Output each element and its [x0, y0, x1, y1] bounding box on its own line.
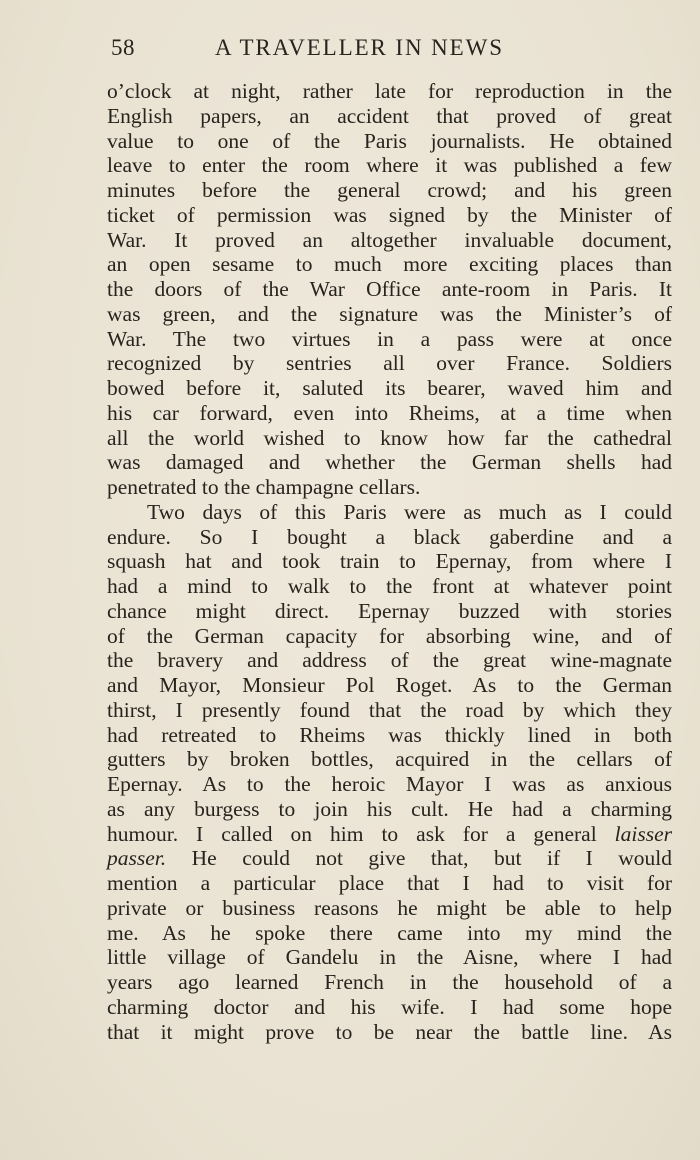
- text-line-content: bowed before it, saluted its bearer, waved him and: [107, 376, 672, 400]
- text-line-content: private or business reasons he might be able to help: [107, 895, 672, 920]
- text-line: [107, 797, 672, 822]
- text-line: [107, 252, 672, 277]
- text-line: [107, 178, 672, 203]
- text-line: [107, 302, 672, 327]
- text-line-content: gutters by broken bottles, acquired in the cellars of: [107, 747, 672, 772]
- text-line-content: was damaged and whether the German shells had: [107, 450, 672, 475]
- text-line-content: of the German capacity for absorbing wine, and of: [107, 623, 672, 648]
- text-line: [107, 995, 672, 1020]
- text-line: [107, 500, 672, 525]
- text-line-content: the bravery and address of the great wine-magnate: [107, 648, 672, 673]
- text-line-content: me. As he spoke there came into my mind the: [107, 920, 672, 945]
- text-line: [107, 846, 672, 871]
- text-line-content: had a mind to walk to the front at whatever point: [107, 574, 672, 598]
- text-line: [107, 104, 672, 129]
- text-line: [107, 921, 672, 946]
- text-line-content: was green, and the signature was the Minister’s of: [107, 301, 672, 326]
- italic-phrase: passer.: [107, 846, 167, 871]
- text-line-content: little village of Gandelu in the Aisne, where I had: [107, 945, 672, 970]
- text-line: [107, 747, 672, 772]
- text-line-content: War. The two virtues in a pass were at once: [107, 326, 672, 351]
- text-line: [107, 79, 672, 104]
- text-line: [107, 401, 672, 426]
- text-line-content: humour. I called on him to ask for a general: [107, 821, 597, 846]
- text-line-content: his car forward, even into Rheims, at a time when: [107, 400, 672, 425]
- text-line: [107, 673, 672, 698]
- text-line: [107, 475, 672, 500]
- text-line-content: recognized by sentries all over France. Soldiers: [107, 351, 672, 376]
- text-line: [107, 945, 672, 970]
- text-line: [107, 153, 672, 178]
- text-line: [107, 376, 672, 401]
- text-line-content: chance might direct. Epernay buzzed with stories: [107, 598, 672, 623]
- italic-phrase: laisser: [614, 821, 673, 846]
- text-line: [107, 549, 672, 574]
- text-line: [107, 599, 672, 624]
- page-header: [111, 33, 671, 65]
- text-line-content: penetrated to the champagne cellars.: [107, 475, 421, 499]
- text-line: [107, 129, 672, 154]
- text-line: [107, 525, 672, 550]
- text-line-content: as any burgess to join his cult. He had a charming: [107, 796, 672, 821]
- text-line: [107, 970, 672, 995]
- running-head: A TRAVELLER IN NEWS: [215, 35, 504, 60]
- text-line-content: endure. So I bought a black gaberdine and a: [107, 524, 672, 549]
- text-line-content: had retreated to Rheims was thickly lined in both: [107, 722, 672, 747]
- text-line-content: mention a particular place that I had to visit for: [107, 871, 672, 895]
- text-line: [107, 822, 672, 847]
- text-line-content: and Mayor, Monsieur Pol Roget. As to the German: [107, 673, 672, 697]
- text-line-content: the doors of the War Office ante-room in Paris. It: [107, 277, 672, 301]
- text-line: [107, 896, 672, 921]
- page-number: 58: [111, 35, 135, 60]
- text-line: [107, 426, 672, 451]
- text-line: [107, 574, 672, 599]
- text-line: [107, 698, 672, 723]
- text-line: [107, 351, 672, 376]
- text-line-content: years ago learned French in the household of a: [107, 970, 672, 994]
- text-line-content: leave to enter the room where it was published a few: [107, 153, 672, 178]
- text-line: [107, 624, 672, 649]
- text-line-content: o’clock at night, rather late for reproduction in the: [107, 79, 672, 103]
- text-line: [107, 203, 672, 228]
- text-line: [107, 723, 672, 748]
- text-line: [107, 228, 672, 253]
- text-line-content: thirst, I presently found that the road by which they: [107, 697, 672, 722]
- text-line-content: English papers, an accident that proved of great: [107, 103, 672, 128]
- text-line: [107, 1020, 672, 1045]
- text-line: [107, 772, 672, 797]
- text-line-content: that it might prove to be near the battle line. As: [107, 1019, 672, 1044]
- text-line: [107, 450, 672, 475]
- text-line-content: minutes before the general crowd; and his green: [107, 178, 672, 202]
- text-line-content: War. It proved an altogether invaluable document,: [107, 227, 672, 252]
- text-line: [107, 277, 672, 302]
- text-line-content: ticket of permission was signed by the Minister of: [107, 202, 672, 227]
- text-line-content: an open sesame to much more exciting places than: [107, 252, 672, 277]
- text-line-content: charming doctor and his wife. I had some hope: [107, 994, 672, 1019]
- text-line-content: He could not give that, but if I would: [191, 846, 672, 871]
- text-line-content: value to one of the Paris journalists. He obtained: [107, 128, 672, 153]
- body-text: [107, 79, 672, 1044]
- text-line-content: squash hat and took train to Epernay, from where I: [107, 549, 672, 574]
- text-line: [107, 648, 672, 673]
- text-line: [107, 327, 672, 352]
- text-line-content: all the world wished to know how far the cathedral: [107, 425, 672, 450]
- text-line: [107, 871, 672, 896]
- text-line-content: Two days of this Paris were as much as I could: [147, 499, 672, 524]
- text-line-content: Epernay. As to the heroic Mayor I was as anxious: [107, 772, 672, 796]
